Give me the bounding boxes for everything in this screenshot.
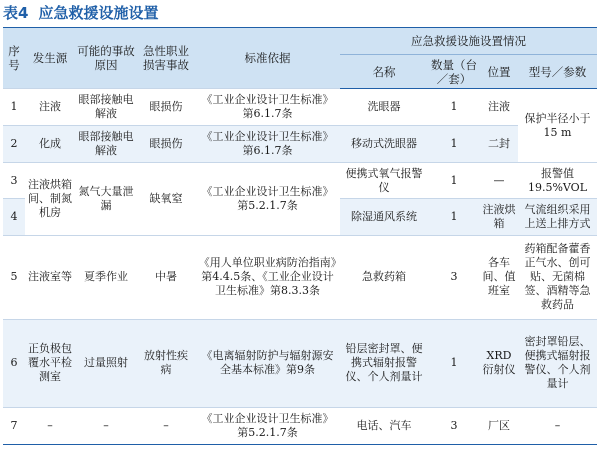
cell-seq: 6: [3, 320, 25, 408]
table-row: [3, 89, 597, 126]
cell-location: 二封: [480, 126, 518, 163]
cell-location: 注液烘箱: [480, 199, 518, 235]
cell-source: 注液室等: [25, 235, 75, 320]
header-basis: 标准依据: [195, 28, 340, 89]
table-row: [3, 163, 597, 199]
cell-name: 电话、汽车: [340, 407, 428, 444]
cell-cause: 眼部接触电解液: [75, 89, 137, 126]
cell-basis: 《工业企业设计卫生标准》第6.1.7条: [195, 89, 340, 126]
header-accident: 急性职业损害事故: [137, 28, 195, 89]
cell-name: 铅层密封罩、便携式辐射报警仪、个人剂量计: [340, 320, 428, 408]
cell-accident: 中暑: [137, 235, 195, 320]
cell-model: 药箱配备藿香正气水、创可贴、无菌棉签、酒精等急救药品: [518, 235, 597, 320]
header-location: 位置: [480, 55, 518, 89]
cell-model: 保护半径小于15 m: [518, 89, 597, 163]
cell-basis: 《工业企业设计卫生标准》第5.2.1.7条: [195, 163, 340, 235]
cell-name: 移动式洗眼器: [340, 126, 428, 163]
cell-cause: 眼部接触电解液: [75, 126, 137, 163]
table-caption: 应急救援设施设置: [38, 4, 159, 22]
header-model: 型号／参数: [518, 55, 597, 89]
header-cause: 可能的事故原因: [75, 28, 137, 89]
cell-cause: 夏季作业: [75, 235, 137, 320]
table-title: [3, 2, 158, 24]
cell-source: 化成: [25, 126, 75, 163]
cell-qty: 3: [428, 407, 480, 444]
cell-accident: 眼损伤: [137, 89, 195, 126]
cell-name: 除湿通风系统: [340, 199, 428, 235]
cell-cause: 过量照射: [75, 320, 137, 408]
cell-basis: 《工业企业设计卫生标准》第5.2.1.7条: [195, 407, 340, 444]
cell-source: –: [25, 407, 75, 444]
cell-cause: –: [75, 407, 137, 444]
cell-accident: –: [137, 407, 195, 444]
cell-seq: 3: [3, 163, 25, 199]
cell-cause: 氮气大量泄漏: [75, 163, 137, 235]
cell-basis: 《用人单位职业病防治指南》第4.4.5条、《工业企业设计卫生标准》第8.3.3条: [195, 235, 340, 320]
cell-location: —: [480, 163, 518, 199]
cell-seq: 5: [3, 235, 25, 320]
cell-source: 注液: [25, 89, 75, 126]
cell-qty: 1: [428, 126, 480, 163]
cell-qty: 3: [428, 235, 480, 320]
table-row: [3, 407, 597, 444]
cell-model: 报警值19.5%VOL: [518, 163, 597, 199]
header-name: 名称: [340, 55, 428, 89]
header-group: 应急救援设施设置情况: [340, 28, 597, 55]
cell-seq: 1: [3, 89, 25, 126]
cell-name: 急救药箱: [340, 235, 428, 320]
cell-qty: 1: [428, 320, 480, 408]
cell-source: 正负极包覆水平检测室: [25, 320, 75, 408]
table-row: [3, 320, 597, 408]
cell-accident: 眼损伤: [137, 126, 195, 163]
cell-model: –: [518, 407, 597, 444]
cell-location: 厂区: [480, 407, 518, 444]
cell-seq: 2: [3, 126, 25, 163]
cell-model: 密封罩铅层、便携式辐射报警仪、个人剂量计: [518, 320, 597, 408]
cell-name: 便携式氧气报警仪: [340, 163, 428, 199]
table-row: [3, 126, 597, 163]
cell-name: 洗眼器: [340, 89, 428, 126]
cell-location: XRD衍射仪: [480, 320, 518, 408]
cell-qty: 1: [428, 163, 480, 199]
cell-basis: 《电离辐射防护与辐射源安全基本标准》第9条: [195, 320, 340, 408]
emergency-facilities-table: [3, 27, 597, 445]
header-qty: 数量（台／套）: [428, 55, 480, 89]
cell-location: 各车间、值班室: [480, 235, 518, 320]
cell-model: 气流组织采用上送上排方式: [518, 199, 597, 235]
cell-seq: 7: [3, 407, 25, 444]
header-source: 发生源: [25, 28, 75, 89]
table-row: [3, 235, 597, 320]
cell-seq: 4: [3, 199, 25, 235]
cell-accident: 缺氧窒: [137, 163, 195, 235]
cell-basis: 《工业企业设计卫生标准》第6.1.7条: [195, 126, 340, 163]
cell-qty: 1: [428, 199, 480, 235]
cell-accident: 放射性疾病: [137, 320, 195, 408]
cell-qty: 1: [428, 89, 480, 126]
cell-location: 注液: [480, 89, 518, 126]
header-seq: 序号: [3, 28, 25, 89]
table-number: 表4: [3, 4, 29, 22]
cell-source: 注液烘箱间、制氮机房: [25, 163, 75, 235]
